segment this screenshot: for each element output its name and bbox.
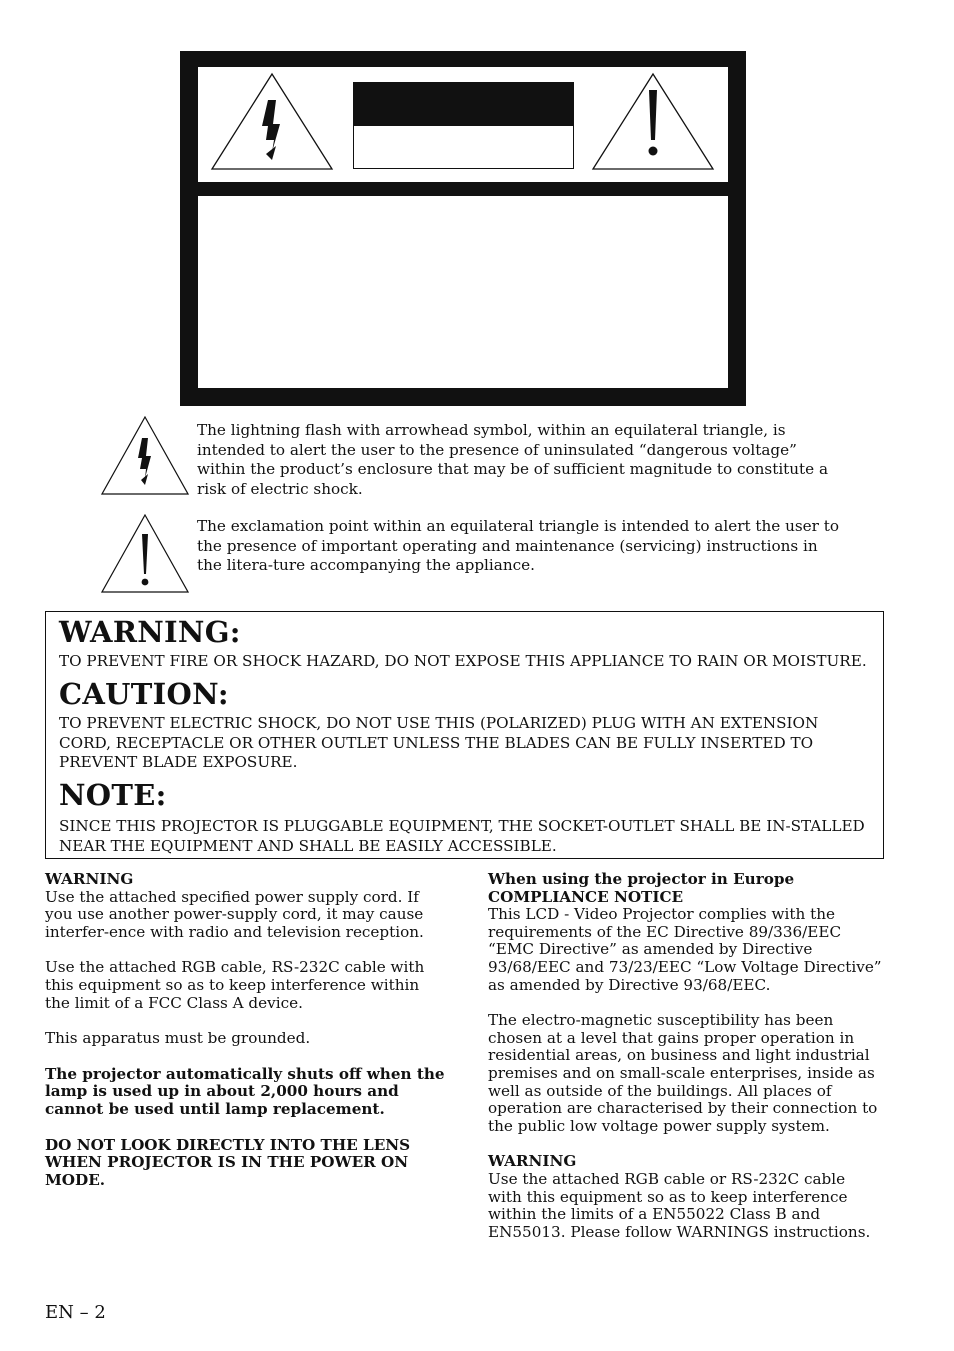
left-paragraph-power-cord: Use the attached specified power supply cord. If you use another power-supply cord, it may cause interfer-ence with radio and television reception.	[45, 887, 424, 941]
page-number: EN – 2	[45, 1302, 106, 1323]
right-europe-heading: When using the projector in Europe	[488, 870, 795, 888]
left-paragraph-grounded: This apparatus must be grounded.	[45, 1029, 311, 1048]
lightning-triangle-icon	[210, 72, 334, 172]
top-panel-black-label	[353, 82, 574, 126]
warning-heading: WARNING:	[59, 615, 241, 649]
right-paragraph-directive: This LCD - Video Projector complies with the requirements of the EC Directive 89/336/EEC “EMC Directive” as amended by Directive 93/68/EEC and 73/23/EEC “Low Voltage Directive” as amended by Directive 93/68/EEC.	[488, 905, 882, 994]
right-paragraph-susceptibility: The electro-magnetic susceptibility has been chosen at a level that gains proper operation in residential areas, on business and light industrial premises and on small-scale enterprises, inside as well as outside of the buildings. All places of operation are characterised by their connection to the public low voltage power supply system.	[488, 1011, 878, 1135]
exclamation-triangle-icon	[591, 72, 715, 172]
caution-text: TO PREVENT ELECTRIC SHOCK, DO NOT USE THIS (POLARIZED) PLUG WITH AN EXTENSION CORD, RECEPTACLE OR OTHER OUTLET UNLESS THE BLADES CAN BE FULLY INSERTED TO PREVENT BLADE EXPOSURE.	[59, 714, 819, 772]
exclamation-symbol-icon	[101, 514, 189, 594]
top-panel-white-label	[353, 126, 574, 169]
left-warning-heading: WARNING	[45, 870, 134, 888]
right-paragraph-cable-warning: Use the attached RGB cable or RS-232C cable with this equipment so as to keep interference within the limits of a EN55022 Class B and EN55013. Please follow WARNINGS instructions.	[488, 1169, 871, 1241]
top-panel-body	[198, 196, 728, 388]
warning-text: TO PREVENT FIRE OR SHOCK HAZARD, DO NOT EXPOSE THIS APPLIANCE TO RAIN OR MOISTURE.	[59, 652, 867, 670]
left-paragraph-lamp-notice: The projector automatically shuts off when the lamp is used up in about 2,000 hours and cannot be used until lamp replacement.	[45, 1064, 445, 1118]
left-column	[45, 871, 445, 1189]
exclamation-symbol-description: The exclamation point within an equilateral triangle is intended to alert the user to the presence of important operating and maintenance (servicing) instructions in the litera-ture accompanying the appliance.	[197, 517, 839, 575]
note-heading: NOTE:	[59, 778, 167, 812]
left-paragraph-lens-warning: DO NOT LOOK DIRECTLY INTO THE LENS WHEN PROJECTOR IS IN THE POWER ON MODE.	[45, 1135, 411, 1189]
right-compliance-heading: COMPLIANCE NOTICE	[488, 887, 684, 906]
lightning-symbol-icon	[101, 416, 189, 496]
right-column	[488, 871, 883, 1241]
note-text: SINCE THIS PROJECTOR IS PLUGGABLE EQUIPMENT, THE SOCKET-OUTLET SHALL BE IN-STALLED NEAR THE EQUIPMENT AND SHALL BE EASILY ACCESSIBLE.	[59, 817, 865, 855]
lightning-symbol-description: The lightning flash with arrowhead symbol, within an equilateral triangle, is intended to alert the user to the presence of uninsulated “dangerous voltage” within the product’s enclosure that may be of sufficient magnitude to constitute a risk of electric shock.	[197, 421, 829, 498]
right-warning-heading: WARNING	[488, 1152, 577, 1171]
left-paragraph-rgb-cable: Use the attached RGB cable, RS-232C cable with this equipment so as to keep interference within the limit of a FCC Class A device.	[45, 958, 425, 1012]
caution-heading: CAUTION:	[59, 677, 229, 711]
